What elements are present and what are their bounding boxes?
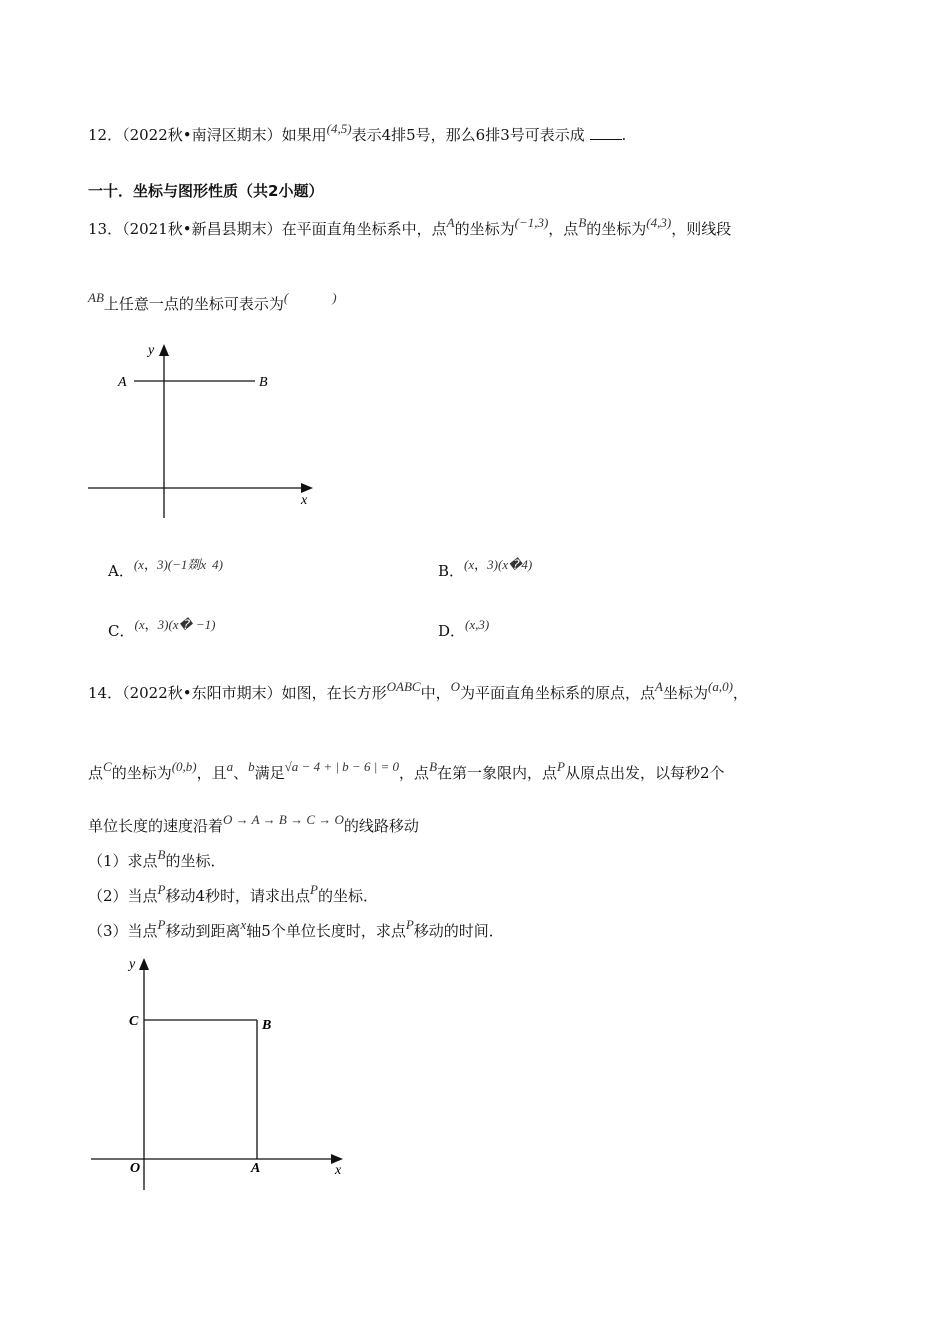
option-sep: ， — [474, 558, 488, 573]
question-13-line1 — [88, 215, 732, 239]
math-var: a — [226, 759, 234, 774]
point-b-label: B — [259, 375, 268, 390]
question-text: 的坐标为 — [454, 220, 515, 238]
question-text: 表示4排5号，那么6排3号可表示成 — [351, 126, 585, 144]
question-text: 的坐标． — [318, 887, 379, 905]
question-13-line2 — [88, 290, 337, 314]
x-label: x — [301, 493, 308, 508]
question-text: 的坐标为 — [111, 764, 172, 782]
question-12 — [88, 121, 627, 145]
question-text: 移动4秒时，请求出点 — [165, 887, 311, 905]
answer-bracket-close: ) — [332, 290, 337, 305]
point-a-label: A — [118, 375, 127, 390]
question-number: 14． — [88, 684, 123, 702]
question-source: （2022秋•东阳市期末） — [122, 684, 282, 702]
math-var: x — [240, 917, 247, 932]
math-var: B — [157, 847, 166, 862]
option-a[interactable] — [108, 557, 224, 581]
section-title: 一十．坐标与图形性质（共2小题） — [88, 182, 324, 200]
question-text: 中， — [420, 684, 451, 702]
option-sep: ， — [143, 558, 157, 573]
option-math: −1) — [195, 617, 216, 632]
q13-figure — [85, 338, 325, 523]
question-text: 轴5个单位长度时，求点 — [246, 922, 406, 940]
option-label: C． — [108, 622, 135, 640]
y-axis-arrow-icon — [159, 344, 169, 356]
math-condition: √a − 4 + | b − 6 | = 0 — [284, 759, 400, 774]
question-text: ，点 — [399, 764, 430, 782]
q14-figure — [85, 950, 355, 1195]
point-c-label: C — [129, 1014, 139, 1029]
question-14-line2 — [88, 759, 725, 783]
question-text: 移动的时间． — [413, 922, 504, 940]
math-var: AB — [88, 290, 104, 305]
question-text: 上任意一点的坐标可表示为 — [103, 295, 284, 313]
question-text: 坐标为 — [662, 684, 708, 702]
math-var: B — [578, 215, 587, 230]
option-sep: ， — [144, 618, 158, 633]
question-text: （2）当点 — [88, 887, 158, 905]
option-math: 3)(−1剟x — [156, 557, 207, 572]
math-expr: (4,3) — [646, 215, 672, 230]
question-source: （2022秋•南浔区期末） — [122, 126, 282, 144]
math-var: P — [157, 917, 166, 932]
option-label: D． — [438, 622, 466, 640]
math-var: P — [310, 882, 318, 897]
question-text: 移动到距离 — [165, 922, 241, 940]
math-expr: (0,b) — [171, 759, 197, 774]
option-math: 3)(x� — [157, 617, 192, 632]
question-text: ， — [732, 684, 748, 702]
option-math: (x,3) — [465, 617, 490, 632]
point-o-label: O — [130, 1161, 141, 1176]
sub-question-1 — [88, 847, 226, 871]
math-var: A — [655, 679, 663, 694]
y-label: y — [148, 343, 155, 358]
question-source: （2021秋•新昌县期末） — [122, 220, 282, 238]
option-math: (x — [464, 557, 475, 572]
math-route: O → A → B → C → O — [223, 812, 344, 827]
math-var: C — [103, 759, 112, 774]
question-14-line1 — [88, 679, 748, 703]
question-text: 在第一象限内，点 — [437, 764, 558, 782]
math-var: P — [405, 917, 414, 932]
option-math: (x — [134, 617, 145, 632]
option-label: B． — [438, 562, 465, 580]
math-var: OABC — [386, 679, 421, 694]
math-var: P — [157, 882, 166, 897]
point-a-label: A — [251, 1161, 261, 1176]
option-math: 3)(x�4) — [487, 557, 533, 572]
answer-bracket-open: ( — [283, 290, 289, 305]
math-expr: (4,5) — [326, 121, 352, 136]
question-text: 如图，在长方形 — [281, 684, 387, 702]
question-text: ，且 — [196, 764, 227, 782]
question-text: 在平面直角坐标系中，点 — [281, 220, 447, 238]
question-text: . — [621, 126, 627, 144]
y-label: y — [129, 957, 136, 972]
question-text: （1）求点 — [88, 852, 158, 870]
option-label: A． — [108, 562, 134, 580]
question-text: 从原点出发，以每秒2个 — [564, 764, 725, 782]
y-axis-arrow-icon — [139, 958, 149, 970]
question-text: 的坐标． — [165, 852, 226, 870]
question-text: 为平面直角坐标系的原点，点 — [460, 684, 656, 702]
option-d[interactable] — [438, 617, 490, 641]
question-text: 如果用 — [281, 126, 327, 144]
option-math: 4) — [212, 557, 224, 572]
answer-blank[interactable] — [590, 125, 622, 140]
question-text: ，则线段 — [671, 220, 732, 238]
math-var: P — [557, 759, 565, 774]
sub-question-3 — [88, 917, 504, 941]
question-text: （3）当点 — [88, 922, 158, 940]
math-var: A — [446, 215, 455, 230]
question-text: ，点 — [548, 220, 579, 238]
math-expr: (−1,3) — [514, 215, 549, 230]
math-expr: (a,0) — [707, 679, 733, 694]
question-text: 点 — [88, 764, 104, 782]
option-b[interactable] — [438, 557, 533, 581]
math-var: B — [429, 759, 438, 774]
math-var: b — [248, 759, 255, 774]
point-b-label: B — [262, 1018, 272, 1033]
x-axis-arrow-icon — [301, 483, 313, 493]
question-number: 12． — [88, 126, 123, 144]
question-text: 的坐标为 — [586, 220, 647, 238]
question-number: 13． — [88, 220, 123, 238]
question-text: 单位长度的速度沿着 — [88, 817, 224, 835]
question-text: 的线路移动 — [343, 817, 419, 835]
math-var: O — [450, 679, 460, 694]
x-label: x — [335, 1163, 342, 1178]
option-c[interactable] — [108, 617, 216, 641]
sub-question-2 — [88, 882, 379, 906]
question-14-line3 — [88, 812, 419, 836]
question-text: 满足 — [254, 764, 285, 782]
option-math: (x — [133, 557, 144, 572]
question-text: 、 — [233, 764, 249, 782]
